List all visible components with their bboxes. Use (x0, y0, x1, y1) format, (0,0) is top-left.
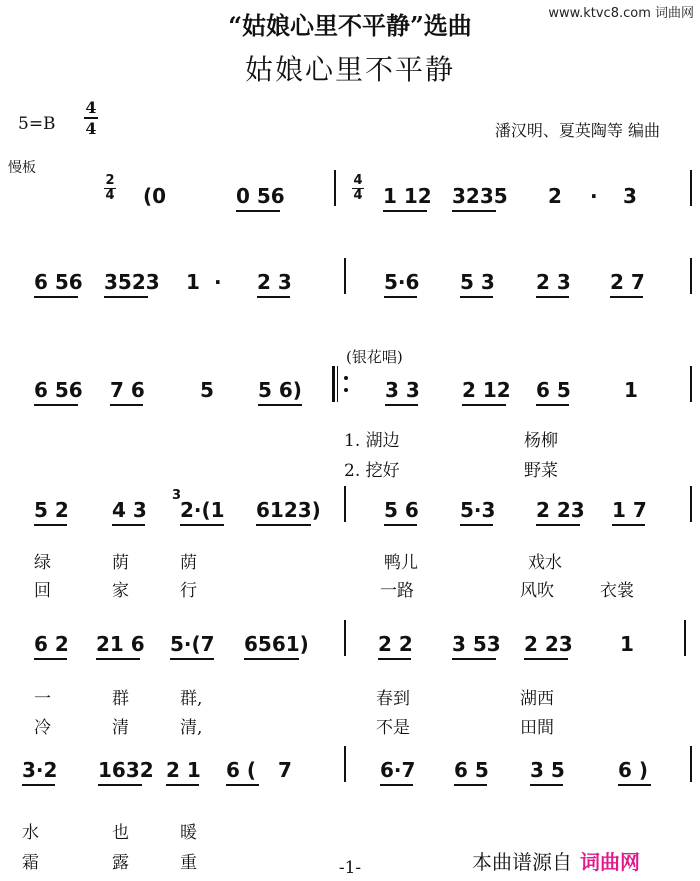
beam-line (226, 784, 259, 786)
note-group: 5·6 (384, 270, 420, 294)
beam-line (452, 658, 496, 660)
note-group: 5 3 (460, 270, 495, 294)
beam-line (462, 404, 506, 406)
time-signature-change (104, 174, 116, 203)
lyric-word: 回 (34, 581, 51, 601)
note-group: 6 2 (34, 632, 69, 656)
beam-line (170, 658, 214, 660)
note-group: 1 7 (612, 498, 647, 522)
lyric-word: 露 (112, 853, 129, 873)
lyric-word: 家 (112, 581, 129, 601)
lyric-word: 不是 (376, 718, 410, 738)
note-group: 1 (186, 270, 200, 294)
note-group: 1632 (98, 758, 154, 782)
note-group: 3 5 (530, 758, 565, 782)
time-signature-numerator: 4 (85, 98, 97, 117)
lyric-word: 荫 (112, 553, 129, 573)
beam-line (34, 658, 67, 660)
beam-line (610, 296, 643, 298)
note-group: 5 (200, 378, 214, 402)
composer-credit: 潘汉明、夏英陶等 编曲 (494, 121, 660, 140)
beam-line (536, 296, 569, 298)
beam-line (530, 784, 563, 786)
lyric-word: 清 (112, 718, 129, 738)
lyric-word: 重 (180, 853, 197, 873)
beam-line (383, 210, 427, 212)
time-signature-denominator: 4 (105, 188, 115, 203)
lyric-word: 冷 (34, 718, 51, 738)
time-signature-denominator: 4 (85, 119, 97, 138)
bar-line (690, 486, 692, 522)
note-group: 6 5 (536, 378, 571, 402)
repeat-bar-line (337, 366, 338, 402)
note-group: 6 ) (618, 758, 649, 782)
note-group: 7 (278, 758, 292, 782)
bar-line (690, 746, 692, 782)
source-site-logo: 词曲网 (580, 850, 640, 874)
repeat-bar-line (332, 366, 335, 402)
beam-line (385, 404, 418, 406)
beam-line (257, 296, 290, 298)
bar-line (684, 620, 686, 656)
note-group: 5 6) (258, 378, 302, 402)
note-group: 2 1 (166, 758, 201, 782)
beam-line (96, 658, 140, 660)
key-signature: 5=B (18, 114, 56, 134)
site-watermark: www.ktvc8.com 词曲网 (548, 6, 694, 21)
bar-line (690, 366, 692, 402)
page-number: -1- (338, 858, 362, 878)
note-group: 4 3 (112, 498, 147, 522)
beam-line (22, 784, 55, 786)
note-group: 2 23 (524, 632, 573, 656)
note-group: 6 ( (226, 758, 257, 782)
time-signature-numerator: 2 (105, 173, 115, 188)
lyric-word: 水 (22, 823, 39, 843)
note-group: 2 12 (462, 378, 511, 402)
lyric-word: 1. 湖边 (344, 431, 400, 451)
beam-line (236, 210, 280, 212)
lyric-word: 风吹 (520, 581, 554, 601)
beam-line (612, 524, 645, 526)
note-group: 2 3 (536, 270, 571, 294)
lyric-word: 一路 (380, 581, 414, 601)
beam-line (384, 524, 417, 526)
lyric-word: 暖 (180, 823, 197, 843)
note-group: 2·(1 (180, 498, 225, 522)
lyric-word: 戏水 (528, 553, 562, 573)
lyric-word: 野菜 (524, 461, 558, 481)
beam-line (110, 404, 143, 406)
lyric-word: 一 (34, 689, 51, 709)
lyric-word: 也 (112, 823, 129, 843)
time-signature-change (352, 174, 364, 203)
note-group: 3·2 (22, 758, 58, 782)
lyric-word: 春到 (376, 689, 410, 709)
beam-line (104, 296, 148, 298)
beam-line (166, 784, 199, 786)
note-group: 3 53 (452, 632, 501, 656)
bar-line (690, 258, 692, 294)
lyric-word: 湖西 (520, 689, 554, 709)
beam-line (452, 210, 496, 212)
beam-line (380, 784, 413, 786)
lyric-word: 绿 (34, 553, 51, 573)
repeat-dot (344, 376, 348, 380)
beam-line (384, 296, 417, 298)
time-signature-numerator: 4 (353, 173, 363, 188)
note-group: 6 56 (34, 270, 83, 294)
note-group: 6123) (256, 498, 321, 522)
beam-line (98, 784, 142, 786)
lyric-word: 杨柳 (524, 431, 558, 451)
note-group: 3235 (452, 184, 508, 208)
beam-line (536, 524, 580, 526)
note-group: 6 5 (454, 758, 489, 782)
time-signature (84, 98, 98, 138)
bar-line (344, 746, 346, 782)
bar-line (344, 258, 346, 294)
note-group: (0 (143, 184, 167, 208)
lyric-word: 群, (180, 689, 203, 709)
bar-line (334, 170, 336, 206)
lyric-word: 田間 (520, 718, 554, 738)
score-title: “姑娘心里不平静”选曲 (228, 11, 472, 40)
lyric-word: 群 (112, 689, 129, 709)
source-credit (472, 846, 640, 875)
beam-line (244, 658, 299, 660)
singer-label: (银花唱) (346, 348, 403, 366)
lyric-word: 2. 挖好 (344, 461, 400, 481)
time-signature-denominator: 4 (353, 188, 363, 203)
note-group: 3 3 (385, 378, 420, 402)
note-group: 1 (620, 632, 634, 656)
note-group: 5·3 (460, 498, 496, 522)
beam-line (536, 404, 569, 406)
bar-line (344, 620, 346, 656)
note-group: 1 (624, 378, 638, 402)
grace-note: 3 (172, 488, 182, 503)
beam-line (34, 404, 78, 406)
note-group: 2 (548, 184, 562, 208)
beam-line (618, 784, 651, 786)
note-group: 2 2 (378, 632, 413, 656)
beam-line (454, 784, 487, 786)
beam-line (460, 524, 493, 526)
beam-line (378, 658, 411, 660)
note-group: 3 (623, 184, 637, 208)
tempo-marking: 慢板 (8, 160, 36, 176)
beam-line (256, 524, 311, 526)
lyric-word: 鸭儿 (384, 553, 418, 573)
song-title: 姑娘心里不平静 (244, 53, 455, 86)
note-group: 6·7 (380, 758, 416, 782)
beam-line (34, 296, 78, 298)
lyric-word: 清, (180, 718, 203, 738)
beam-line (524, 658, 568, 660)
lyric-word: 衣裳 (600, 581, 634, 601)
beam-line (34, 524, 67, 526)
note-group: · (214, 270, 222, 294)
lyric-word: 霜 (22, 853, 39, 873)
beam-line (112, 524, 145, 526)
source-text: 本曲谱源自 (472, 850, 572, 874)
repeat-dot (344, 388, 348, 392)
note-group: 2 3 (257, 270, 292, 294)
note-group: 6561) (244, 632, 309, 656)
lyric-word: 荫 (180, 553, 197, 573)
note-group: 5·(7 (170, 632, 215, 656)
note-group: 1 12 (383, 184, 432, 208)
beam-line (460, 296, 493, 298)
note-group: 3523 (104, 270, 160, 294)
note-group: 2 23 (536, 498, 585, 522)
bar-line (690, 170, 692, 206)
note-group: 5 6 (384, 498, 419, 522)
note-group: 0 56 (236, 184, 285, 208)
note-group: · (590, 184, 598, 208)
note-group: 21 6 (96, 632, 145, 656)
note-group: 6 56 (34, 378, 83, 402)
note-group: 2 7 (610, 270, 645, 294)
bar-line (344, 486, 346, 522)
lyric-word: 行 (180, 581, 197, 601)
beam-line (258, 404, 302, 406)
beam-line (180, 524, 224, 526)
note-group: 7 6 (110, 378, 145, 402)
note-group: 5 2 (34, 498, 69, 522)
